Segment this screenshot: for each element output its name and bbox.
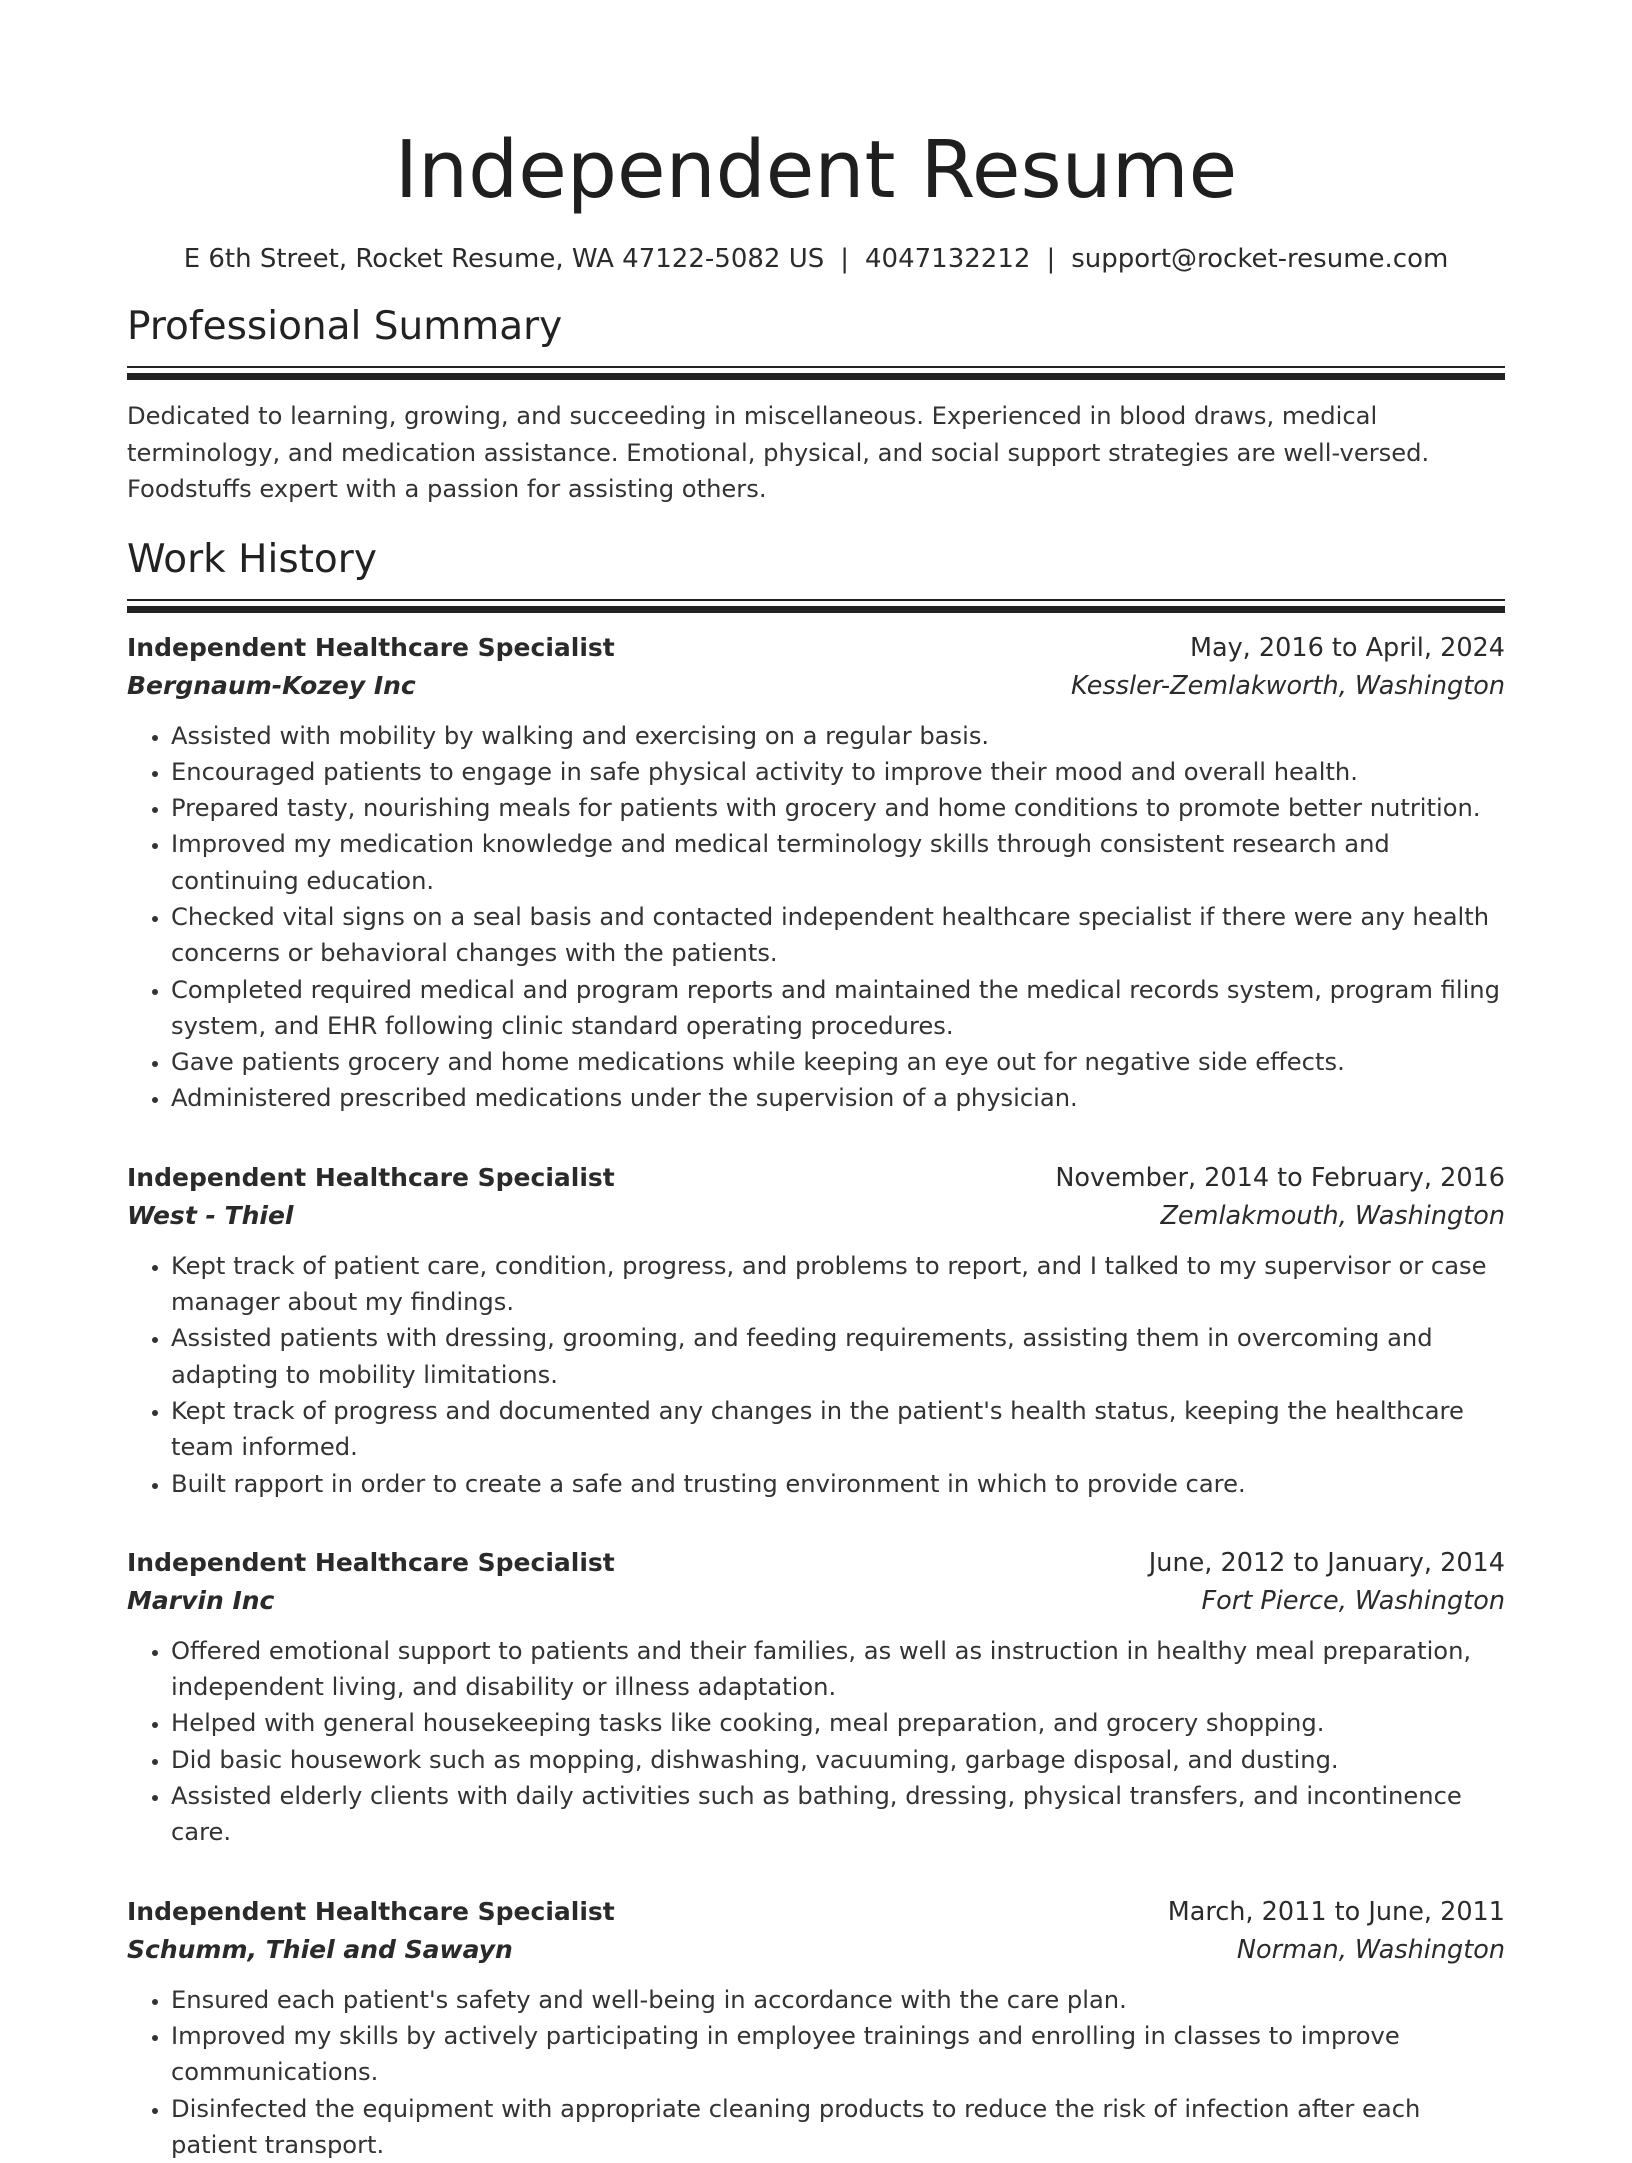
job-company: Marvin Inc: [127, 1582, 274, 1620]
contact-separator: |: [824, 244, 865, 274]
section-title-work-history: Work History: [127, 535, 1505, 585]
job-dates: November, 2014 to February, 2016: [1055, 1159, 1505, 1197]
job-title: Independent Healthcare Specialist: [127, 629, 615, 667]
job-bullet-item: • Disinfected the equipment with appropriate cleaning products to reduce the risk of infection after each patient transport.: [171, 2091, 1505, 2163]
section-divider: [127, 366, 1505, 380]
job-bullet-item: • Assisted patients with dressing, grooming, and feeding requirements, assisting them in overcoming and adapting to mobility limitations.: [171, 1320, 1505, 1393]
job-entry: [127, 629, 1505, 1117]
job-dates: May, 2016 to April, 2024: [1190, 629, 1505, 667]
job-title: Independent Healthcare Specialist: [127, 1893, 615, 1931]
job-bullet-item: • Helped with general housekeeping tasks like cooking, meal preparation, and grocery shopping.: [171, 1705, 1505, 1741]
job-bullet-item: • Completed required medical and program reports and maintained the medical records system, program filing system, and EHR following clinic standard operating procedures.: [171, 972, 1505, 1045]
job-bullet-item: • Checked vital signs on a seal basis and contacted independent healthcare specialist if there were any health concerns or behavioral changes with the patients.: [171, 899, 1505, 972]
job-header-row: [127, 1159, 1505, 1197]
contact-address: E 6th Street, Rocket Resume, WA 47122-5082 US: [184, 244, 825, 274]
job-list: [127, 629, 1505, 2163]
job-company-row: [127, 1931, 1505, 1969]
job-bullet-item: • Assisted elderly clients with daily activities such as bathing, dressing, physical transfers, and incontinence care.: [171, 1778, 1505, 1851]
job-dates: March, 2011 to June, 2011: [1168, 1893, 1505, 1931]
contact-separator: |: [1030, 244, 1071, 274]
job-dates: June, 2012 to January, 2014: [1149, 1544, 1505, 1582]
job-bullet-item: • Gave patients grocery and home medications while keeping an eye out for negative side effects.: [171, 1044, 1505, 1080]
job-bullet-item: • Encouraged patients to engage in safe physical activity to improve their mood and overall health.: [171, 754, 1505, 790]
contact-email: support@rocket-resume.com: [1071, 244, 1448, 274]
section-title-summary: Professional Summary: [127, 302, 1505, 352]
job-header-row: [127, 629, 1505, 667]
job-bullet-item: • Administered prescribed medications under the supervision of a physician.: [171, 1080, 1505, 1116]
job-entry: [127, 1893, 1505, 2163]
job-title: Independent Healthcare Specialist: [127, 1544, 615, 1582]
job-company: Schumm, Thiel and Sawayn: [127, 1931, 513, 1969]
job-bullet-item: • Improved my medication knowledge and medical terminology skills through consistent research and continuing education.: [171, 826, 1505, 899]
summary-text: Dedicated to learning, growing, and succeeding in miscellaneous. Experienced in blood draws, medical terminology, and medication assistance. Emotional, physical, and social support strategies are well-versed. Foodstuffs expert with a passion for assisting others.: [127, 398, 1505, 508]
professional-summary-section: [127, 302, 1505, 508]
job-location: Zemlakmouth, Washington: [1160, 1197, 1505, 1235]
job-company: Bergnaum-Kozey Inc: [127, 667, 416, 705]
job-location: Norman, Washington: [1237, 1931, 1505, 1969]
job-bullet-item: • Improved my skills by actively participating in employee trainings and enrolling in classes to improve communications.: [171, 2018, 1505, 2091]
job-bullet-item: • Prepared tasty, nourishing meals for patients with grocery and home conditions to promote better nutrition.: [171, 790, 1505, 826]
job-company: West - Thiel: [127, 1197, 294, 1235]
resume-page: [127, 118, 1505, 2163]
contact-line: [127, 241, 1505, 277]
job-header-row: [127, 1893, 1505, 1931]
job-location: Fort Pierce, Washington: [1202, 1582, 1506, 1620]
job-entry: [127, 1544, 1505, 1851]
section-divider: [127, 599, 1505, 613]
job-bullet-item: • Kept track of progress and documented any changes in the patient's health status, keeping the healthcare team informed.: [171, 1393, 1505, 1466]
resume-name: Independent Resume: [127, 118, 1505, 223]
work-history-section: [127, 535, 1505, 2163]
job-bullet-list: [127, 1248, 1505, 1502]
job-bullet-item: • Assisted with mobility by walking and exercising on a regular basis.: [171, 718, 1505, 754]
job-title: Independent Healthcare Specialist: [127, 1159, 615, 1197]
job-company-row: [127, 1197, 1505, 1235]
job-bullet-item: • Ensured each patient's safety and well-being in accordance with the care plan.: [171, 1982, 1505, 2018]
job-bullet-list: [127, 1633, 1505, 1851]
job-bullet-item: • Offered emotional support to patients and their families, as well as instruction in healthy meal preparation, independent living, and disability or illness adaptation.: [171, 1633, 1505, 1706]
job-bullet-list: [127, 718, 1505, 1117]
job-bullet-item: • Did basic housework such as mopping, dishwashing, vacuuming, garbage disposal, and dusting.: [171, 1742, 1505, 1778]
job-bullet-item: • Kept track of patient care, condition, progress, and problems to report, and I talked to my supervisor or case manager about my findings.: [171, 1248, 1505, 1321]
job-bullet-list: [127, 1982, 1505, 2163]
contact-phone: 4047132212: [865, 244, 1030, 274]
job-header-row: [127, 1544, 1505, 1582]
job-company-row: [127, 667, 1505, 705]
job-location: Kessler-Zemlakworth, Washington: [1071, 667, 1505, 705]
job-company-row: [127, 1582, 1505, 1620]
job-bullet-item: • Built rapport in order to create a safe and trusting environment in which to provide care.: [171, 1466, 1505, 1502]
job-entry: [127, 1159, 1505, 1502]
